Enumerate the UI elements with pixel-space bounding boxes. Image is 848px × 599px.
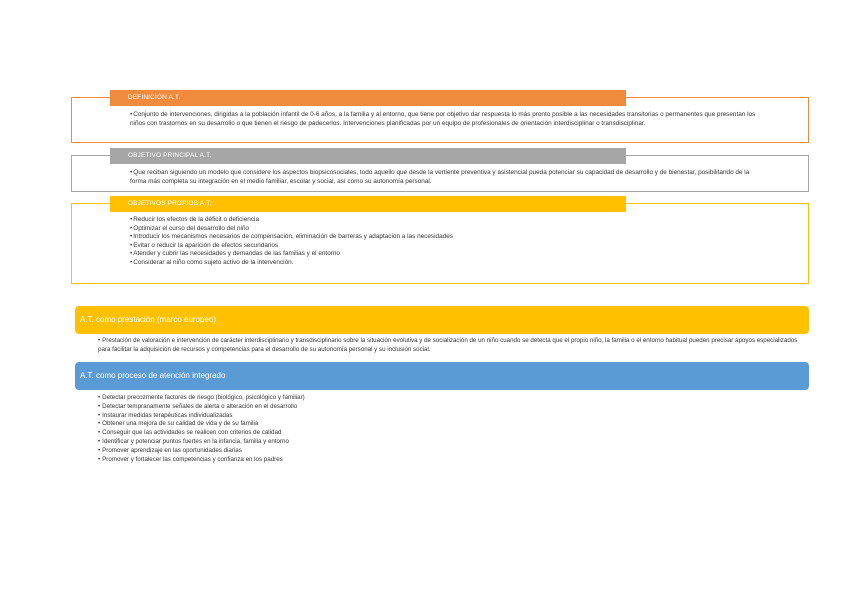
proceso-header: A.T. como proceso de atención integrado — [75, 362, 809, 390]
proceso-body — [98, 394, 810, 464]
definicion-label: DEFINICIÓN A.T. — [110, 90, 626, 106]
list-item: • Prestación de valoración e intervención de carácter interdisciplinario y transdisciplinario sobre la situación evolutiva y de socialización de un niño cuando se detecta que el propio niño, la familia o el entorno habitual pueden precisar apoyos especializados para facilitar la adquisición de recursos y competencias para el desarrollo de su autonomía personal y su inclusión social. — [98, 337, 810, 355]
objetivo-principal-box — [71, 152, 809, 192]
objetivo-principal-list — [130, 169, 760, 186]
list-item: • Introducir los mecanismos necesarios de compensación, eliminación de barreras y adaptación a las necesidades — [130, 233, 760, 242]
list-item: • Evitar o reducir la aparición de efectos secundarios — [130, 242, 760, 251]
objetivos-propios-list — [130, 216, 760, 268]
list-item: • Promover y fortalecer las competencias y confianza en los padres — [98, 456, 810, 465]
objetivos-propios-label: OBJETIVOS PROPIOS A.T. — [110, 196, 626, 212]
prestacion-header: A.T. como prestación (marco europeo) — [75, 306, 809, 334]
definicion-body — [130, 111, 760, 128]
objetivos-propios-body — [130, 216, 760, 268]
prestacion-body — [98, 337, 810, 355]
definicion-list — [130, 111, 760, 128]
objetivos-propios-box — [71, 200, 809, 284]
definicion-box — [71, 94, 809, 143]
list-item: • Obtener una mejora de su calidad de vida y de su familia — [98, 420, 810, 429]
list-item: • Reducir los efectos de la déficit o deficiencia — [130, 216, 760, 225]
proceso-list — [98, 394, 810, 464]
list-item: • Conseguir que las actividades se realicen con criterios de calidad — [98, 429, 810, 438]
prestacion-list — [98, 337, 810, 355]
list-item: • Detectar precozmente factores de riesgo (biológico, psicológico y familiar) — [98, 394, 810, 403]
list-item: • Identificar y potenciar puntos fuertes en la infancia, familia y entorno — [98, 438, 810, 447]
list-item: • Optimizar el curso del desarrollo del niño — [130, 225, 760, 234]
list-item: • Considerar al niño como sujeto activo de la intervención. — [130, 259, 760, 268]
list-item: • Promover aprendizaje en las oportunidades diarias — [98, 447, 810, 456]
list-item: • Detectar tempranamente señales de alerta o alteración en el desarrollo — [98, 403, 810, 412]
list-item: • Instaurar medidas terapéuticas individualizadas — [98, 412, 810, 421]
list-item: • Atender y cubrir las necesidades y demandas de las familias y el entorno — [130, 250, 760, 259]
objetivo-principal-body — [130, 169, 760, 186]
list-item: • Conjunto de intervenciones, dirigidas a la población infantil de 0-6 años, a la familia y al entorno, que tiene por objetivo dar respuesta lo más pronto posible a las necesidades transitorias o permanentes que presentan los niños con trastornos en su desarrollo o que tienen el riesgo de padecerlos. Intervenciones planificadas por un equipo de profesionales de orientación interdisciplinar o transdisciplinar. — [130, 111, 760, 128]
list-item: • Que reciban siguiendo un modelo que considere los aspectos biopsicosociales, todo aquello que desde la vertiente preventiva y asistencial pueda potenciar su capacidad de desarrollo y de bienestar, posibilitando de la forma más completa su integración en el medio familiar, escolar y social, así como su autonomía personal. — [130, 169, 760, 186]
objetivo-principal-label: OBJETIVO PRINCIPAL A.T. — [110, 148, 626, 164]
